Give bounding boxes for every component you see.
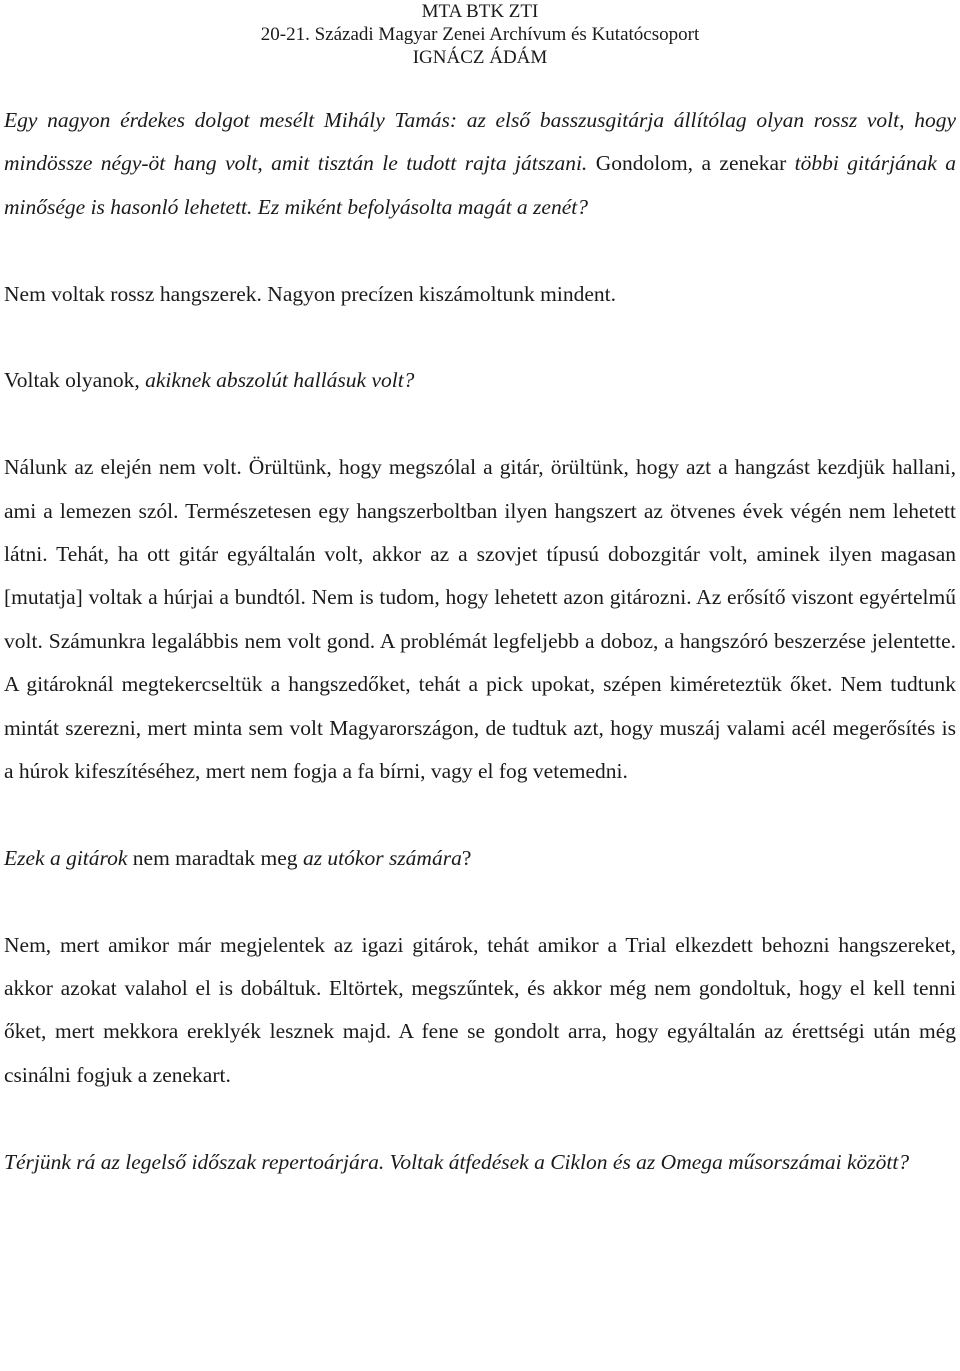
header-author: IGNÁCZ ÁDÁM (412, 47, 548, 68)
page-header (0, 0, 960, 69)
question-4: Térjünk rá az legelső időszak repertoárjára. Voltak átfedések a Ciklon és az Omega műsorszámai között? (4, 1149, 910, 1174)
interview-text (4, 99, 956, 1184)
question-3-italic-b: az utókor számára (302, 845, 462, 870)
question-3-normal: nem maradtak meg (127, 845, 303, 870)
question-3 (4, 837, 956, 880)
answer-3: Nem, mert amikor már megjelentek az igazi gitárok, tehát amikor a Trial elkezdett behozni hangszereket, akkor azokat valahol el is dobáltuk. Eltörtek, megszűntek, és akkor még nem gondoltuk, hogy el kell tenni őket, mert mekkora ereklyék lesznek majd. A fene se gondolt arra, hogy egyáltalán az érettségi után még csinálni fogjuk a zenekart. (4, 932, 956, 1087)
question-3-italic-a: Ezek a gitárok (4, 845, 128, 870)
question-2-normal: Voltak olyanok, (4, 368, 146, 393)
question-1-normal: Gondolom, a zenekar (587, 151, 795, 176)
question-1-italic: Egy nagyon érdekes dolgot mesélt Mihály Tamás: az első basszusgitárja állítólag olyan rossz volt, hogy mindössze négy-öt hang volt, amit tisztán le tudott rajta játszani. (4, 108, 956, 176)
question-3-end: ? (461, 845, 472, 870)
question-1 (4, 99, 956, 229)
question-1-italic-end: többi gitárjának a minősége is hasonló lehetett. Ez miként befolyásolta magát a zenét? (4, 151, 956, 219)
answer-2: Nálunk az elején nem volt. Örültünk, hogy megszólal a gitár, örültünk, hogy azt a hangzást kezdjük hallani, ami a lemezen szól. Természetesen egy hangszerboltban ilyen hangszert az ötvenes évek végén nem lehetett látni. Tehát, ha ott gitár egyáltalán volt, akkor az a szovjet típusú dobozgitár volt, aminek ilyen magasan [mutatja] voltak a húrjai a bundtól. Nem is tudom, hogy lehetett azon gitározni. Az erősítő viszont egyértelmű volt. Számunkra legalábbis nem volt gond. A problémát legfeljebb a doboz, a hangszóró beszerzése jelentette. A gitároknál megtekercseltük a hangszedőket, tehát a pick upokat, szépen kiméreteztük őket. Nem tudtunk mintát szerezni, mert minta sem volt Magyarországon, de tudtuk azt, hogy muszáj valami acél megerősítés is a húrok kifeszítéséhez, mert nem fogja a fa bírni, vagy el fog vetemedni. (4, 455, 956, 784)
header-archive: 20-21. Századi Magyar Zenei Archívum és Kutatócsoport (260, 24, 700, 45)
question-2 (4, 359, 956, 402)
header-institute: MTA BTK ZTI (421, 1, 539, 22)
question-2-italic: akiknek abszolút hallásuk volt? (145, 368, 415, 393)
answer-1: Nem voltak rossz hangszerek. Nagyon precízen kiszámoltunk mindent. (4, 281, 616, 306)
